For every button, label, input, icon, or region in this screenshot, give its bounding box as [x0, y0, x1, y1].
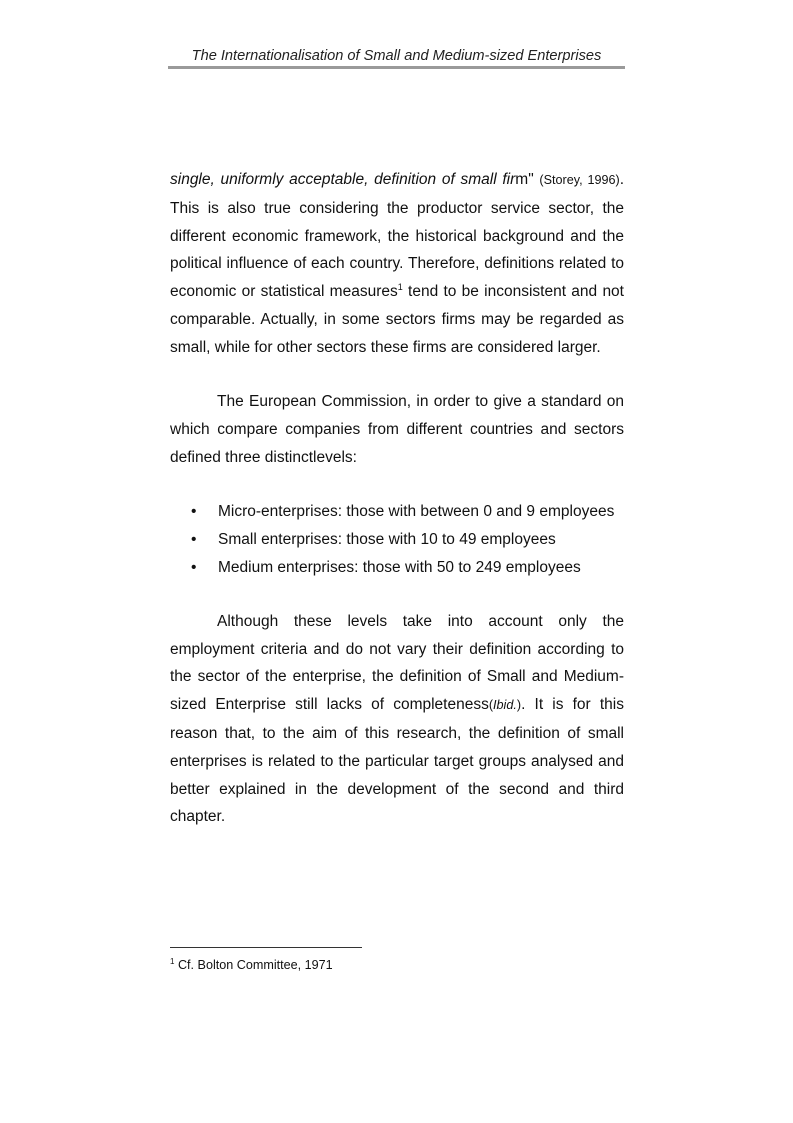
footnote-reference: 1	[397, 282, 403, 293]
citation-ibid	[489, 698, 521, 712]
footnote-text: Cf. Bolton Committee, 1971	[174, 958, 333, 972]
list-item-text: Micro-enterprises: those with between 0 and 9 employees	[218, 502, 615, 520]
footnote-rule	[170, 947, 362, 948]
bullet-icon: •	[191, 530, 197, 548]
page-header-title: The Internationalisation of Small and Medium-sized Enterprises	[191, 48, 602, 64]
paragraph-2: The European Commission, in order to give a standard on which compare companies from different countries and sectors defined three distinctlevels:	[170, 393, 624, 466]
paragraph-1-text-a: . This is also true considering the productor service sector, the different economic framework, the historical background and the political influence of each country. Therefore, definitions related to economic or statistical measures	[170, 171, 624, 301]
paragraph-3-text-b: . It is for this reason that, to the aim of this research, the definition of small enterprises is related to the particular target groups analysed and better explained in the development of the second and third chapter.	[170, 696, 624, 826]
paragraph-3-text-a: Although these levels take into account only the employment criteria and do not vary their definition according to the sector of the enterprise, the definition of Small and Medium-sized Enterprise still lacks of completeness	[170, 612, 624, 714]
main-text	[170, 166, 624, 831]
footnote	[170, 957, 333, 973]
list-item	[170, 526, 624, 554]
bullet-icon: •	[191, 558, 197, 576]
cite-open: (	[488, 698, 494, 713]
quote-italic: single, uniformly acceptable, definition of small fir	[170, 171, 516, 188]
cite-close: )	[516, 698, 522, 713]
list-item	[170, 498, 624, 526]
footnote-number: 1	[170, 956, 175, 966]
paragraph-1	[170, 166, 624, 362]
list-item	[170, 554, 624, 582]
bullet-icon: •	[191, 502, 197, 520]
paragraph-1-text-b: tend to be inconsistent and not comparable. Actually, in some sectors firms may be regarded as small, while for other sectors these firms are considered larger.	[170, 283, 624, 356]
cite-italic: Ibid.	[493, 698, 517, 713]
paragraph-3	[170, 608, 624, 831]
citation-storey: (Storey, 1996)	[539, 173, 620, 187]
list-item-text: Small enterprises: those with 10 to 49 employees	[218, 530, 556, 548]
list-item-text: Medium enterprises: those with 50 to 249 employees	[218, 558, 581, 576]
enterprise-levels-list	[170, 498, 624, 581]
header-rule	[168, 66, 625, 69]
quote-end: m"	[515, 171, 540, 188]
